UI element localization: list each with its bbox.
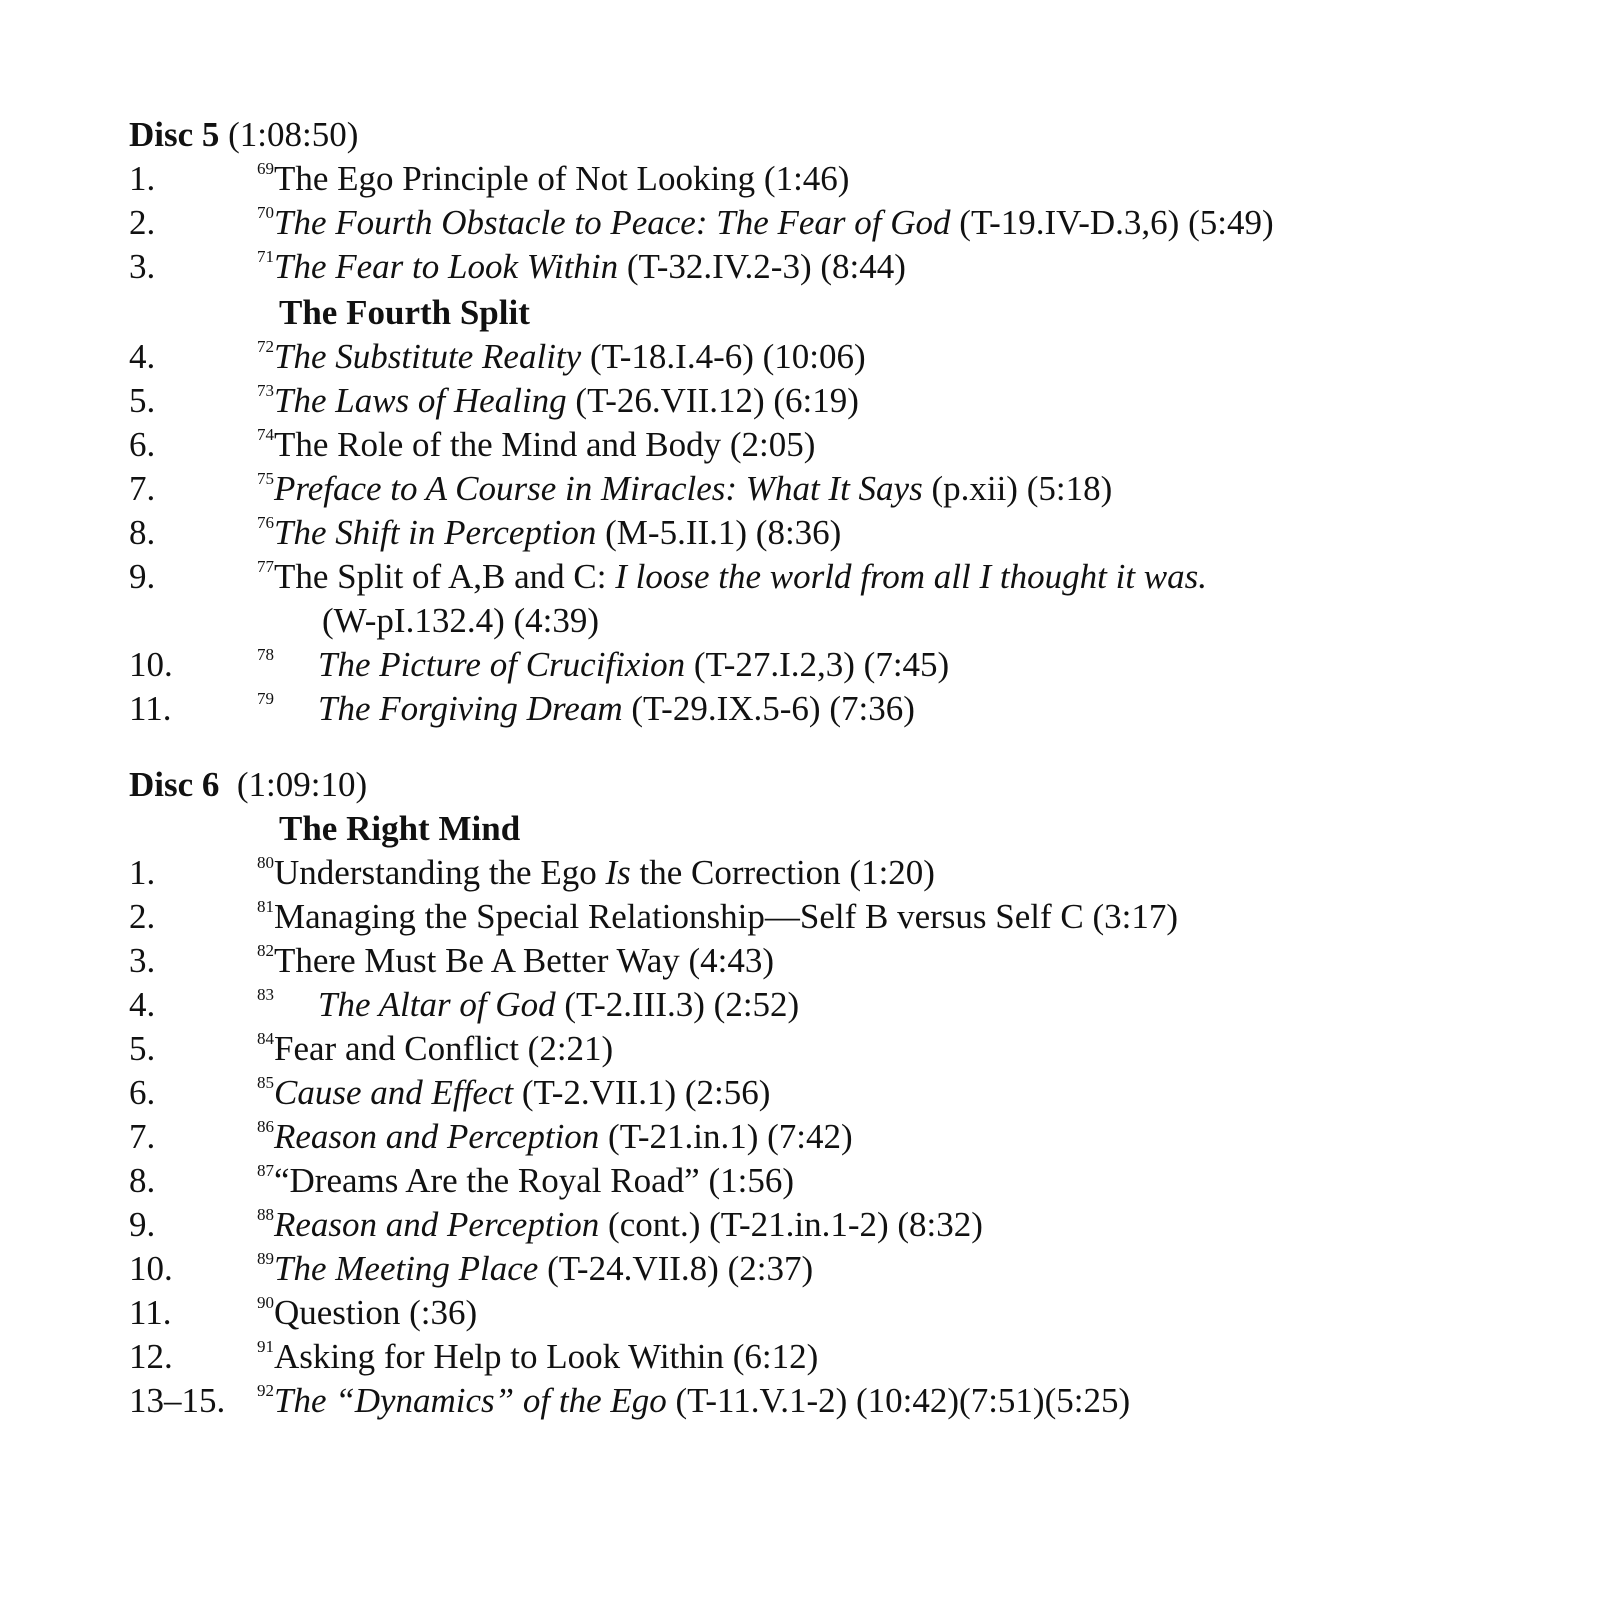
item-title: Asking for Help to Look Within (6:12) (274, 1337, 819, 1376)
footnote-number: 84 (257, 1029, 274, 1048)
section-heading: The Fourth Split (279, 293, 530, 332)
item-reference: (W-pI.132.4) (4:39) (322, 601, 600, 640)
list-item (0, 511, 1600, 555)
item-number: 11. (129, 1293, 172, 1332)
footnote-number: 90 (257, 1293, 274, 1312)
item-reference: (T-18.I.4-6) (10:06) (581, 337, 866, 376)
item-reference: (cont.) (T-21.in.1-2) (8:32) (599, 1205, 983, 1244)
footnote-number: 76 (257, 513, 274, 532)
item-reference: (p.xii) (5:18) (922, 469, 1113, 508)
list-item (0, 1247, 1600, 1291)
item-title: Cause and Effect (274, 1073, 514, 1112)
item-number: 2. (129, 203, 156, 242)
list-item (0, 983, 1600, 1027)
list-item (0, 157, 1600, 201)
footnote-number: 69 (257, 159, 274, 178)
item-reference: (2:05) (721, 425, 816, 464)
item-title: Reason and Perception (274, 1117, 600, 1156)
item-title: The Meeting Place (274, 1249, 539, 1288)
item-title: The Shift in Perception (274, 513, 597, 552)
item-title: The Picture of Crucifixion (318, 645, 686, 684)
list-item (0, 939, 1600, 983)
item-title: Fear and Conflict (2:21) (274, 1029, 614, 1068)
item-title: The Laws of Healing (274, 381, 567, 420)
footnote-number: 85 (257, 1073, 274, 1092)
item-title: The Altar of God (318, 985, 556, 1024)
item-title-italic: Is (605, 853, 631, 892)
item-title: The Substitute Reality (274, 337, 582, 376)
item-title: The Forgiving Dream (318, 689, 623, 728)
item-title: The Split of A,B and C: (274, 557, 616, 596)
item-title: Understanding the Ego (274, 853, 606, 892)
footnote-number: 71 (257, 247, 274, 266)
item-reference: (T-19.IV-D.3,6) (5:49) (950, 203, 1274, 242)
footnote-number: 91 (257, 1337, 274, 1356)
item-number: 5. (129, 1029, 156, 1068)
item-number: 1. (129, 159, 156, 198)
list-item (0, 335, 1600, 379)
item-title: Reason and Perception (274, 1205, 600, 1244)
list-item (0, 245, 1600, 289)
list-item (0, 379, 1600, 423)
list-item (0, 423, 1600, 467)
item-number: 12. (129, 1337, 173, 1376)
footnote-number: 88 (257, 1205, 274, 1224)
item-number: 13–15. (129, 1381, 226, 1420)
item-title: The Fear to Look Within (274, 247, 619, 286)
item-title: The Ego Principle of Not Looking (274, 159, 756, 198)
item-title: Preface to A Course in Miracles: What It Says (274, 469, 923, 508)
footnote-number: 86 (257, 1117, 274, 1136)
item-number: 3. (129, 247, 156, 286)
footnote-number: 72 (257, 337, 274, 356)
item-reference: (T-11.V.1-2) (10:42)(7:51)(5:25) (666, 1381, 1131, 1420)
list-item (0, 1335, 1600, 1379)
footnote-number: 83 (257, 985, 274, 1004)
item-reference: (T-29.IX.5-6) (7:36) (622, 689, 915, 728)
list-item (0, 1291, 1600, 1335)
footnote-number: 74 (257, 425, 274, 444)
footnote-number: 87 (257, 1161, 274, 1180)
list-item (0, 687, 1600, 731)
item-number: 1. (129, 853, 156, 892)
item-number: 4. (129, 985, 156, 1024)
item-number: 11. (129, 689, 172, 728)
item-reference: (T-2.III.3) (2:52) (555, 985, 800, 1024)
disc-6-header (129, 763, 367, 807)
item-number: 4. (129, 337, 156, 376)
item-reference: (1:46) (755, 159, 850, 198)
list-item (0, 1071, 1600, 1115)
item-title: There Must Be A Better Way (4:43) (274, 941, 775, 980)
item-number: 8. (129, 513, 156, 552)
item-number: 9. (129, 557, 156, 596)
footnote-number: 75 (257, 469, 274, 488)
list-item (0, 1159, 1600, 1203)
list-item (0, 1203, 1600, 1247)
item-number: 2. (129, 897, 156, 936)
disc-label: Disc 5 (129, 115, 220, 154)
item-number: 7. (129, 1117, 156, 1156)
footnote-number: 79 (257, 689, 274, 708)
item-title: Question (:36) (274, 1293, 478, 1332)
list-item (0, 895, 1600, 939)
item-reference: (T-24.VII.8) (2:37) (538, 1249, 814, 1288)
item-title: “Dreams Are the Royal Road” (1:56) (274, 1161, 794, 1200)
item-number: 6. (129, 1073, 156, 1112)
item-number: 3. (129, 941, 156, 980)
item-number: 6. (129, 425, 156, 464)
footnote-number: 77 (257, 557, 274, 576)
item-reference: (M-5.II.1) (8:36) (596, 513, 842, 552)
disc-5-header (129, 113, 358, 157)
footnote-number: 73 (257, 381, 274, 400)
item-title: The “Dynamics” of the Ego (274, 1381, 667, 1420)
list-item (0, 467, 1600, 511)
item-title: The Fourth Obstacle to Peace: The Fear of God (274, 203, 951, 242)
footnote-number: 82 (257, 941, 274, 960)
disc-duration: (1:08:50) (228, 115, 359, 154)
item-number: 7. (129, 469, 156, 508)
list-item (0, 1379, 1600, 1423)
disc-label: Disc 6 (129, 765, 220, 804)
list-item (0, 1027, 1600, 1071)
item-title-italic: I loose the world from all I thought it was. (615, 557, 1208, 596)
item-number: 9. (129, 1205, 156, 1244)
item-reference: (T-27.I.2,3) (7:45) (685, 645, 950, 684)
item-number: 5. (129, 381, 156, 420)
footnote-number: 78 (257, 645, 274, 664)
item-number: 10. (129, 1249, 173, 1288)
item-title: Managing the Special Relationship—Self B versus Self C (3:17) (274, 897, 1179, 936)
section-heading: The Right Mind (279, 809, 521, 848)
item-number: 10. (129, 645, 173, 684)
footnote-number: 80 (257, 853, 274, 872)
item-reference: (T-26.VII.12) (6:19) (566, 381, 859, 420)
footnote-number: 70 (257, 203, 274, 222)
footnote-number: 81 (257, 897, 274, 916)
item-reference: (T-21.in.1) (7:42) (599, 1117, 853, 1156)
list-item (0, 851, 1600, 895)
item-reference: (T-32.IV.2-3) (8:44) (618, 247, 906, 286)
item-title: The Role of the Mind and Body (274, 425, 722, 464)
list-item (0, 1115, 1600, 1159)
disc-duration: (1:09:10) (236, 765, 368, 804)
item-title-rest: the Correction (1:20) (630, 853, 935, 892)
item-number: 8. (129, 1161, 156, 1200)
footnote-number: 92 (257, 1381, 274, 1400)
footnote-number: 89 (257, 1249, 274, 1268)
list-item (0, 201, 1600, 245)
list-item (0, 555, 1600, 643)
list-item (0, 643, 1600, 687)
item-reference: (T-2.VII.1) (2:56) (513, 1073, 771, 1112)
